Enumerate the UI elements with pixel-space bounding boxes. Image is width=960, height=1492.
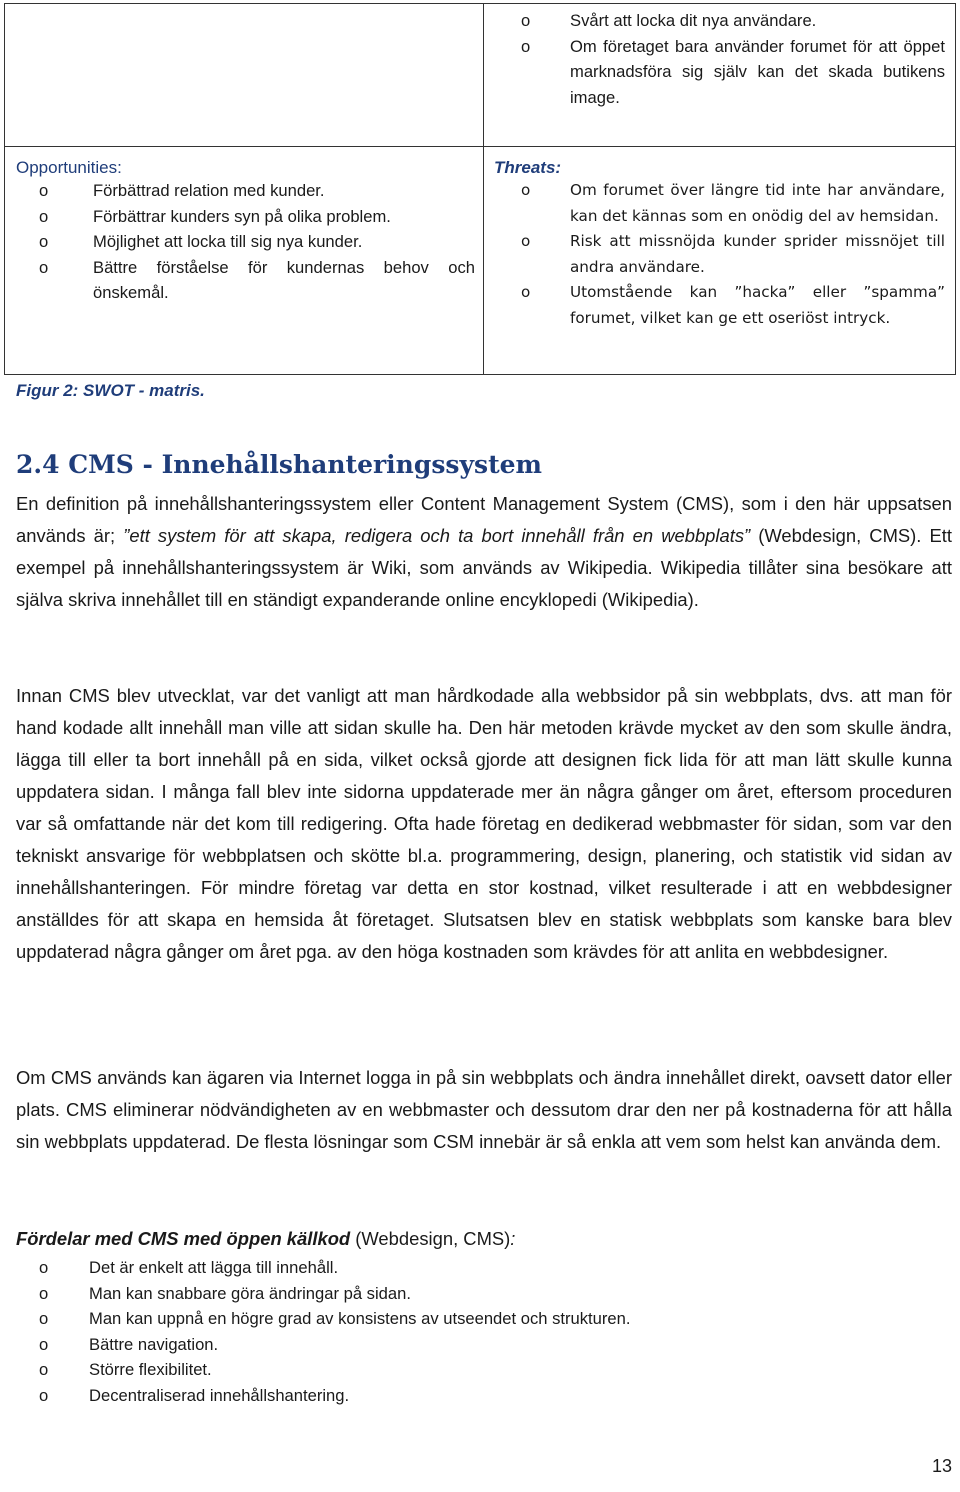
list-item: o Risk att missnöjda kunder sprider missnöjet till andra användare.	[494, 229, 945, 280]
list-item: o Man kan uppnå en högre grad av konsistens av utseendet och strukturen.	[16, 1306, 946, 1332]
list-bullet: o	[39, 1283, 49, 1303]
opportunities-title: Opportunities:	[16, 158, 122, 177]
list-item: o Bättre navigation.	[16, 1332, 946, 1358]
swot-threats-cell	[484, 147, 955, 331]
swot-table	[4, 3, 956, 375]
list-item: o Svårt att locka dit nya användare.	[494, 8, 945, 34]
opportunities-list	[16, 178, 475, 306]
list-bullet: o	[39, 1309, 49, 1328]
paragraph-definition: En definition på innehållshanteringssystem eller Content Management System (CMS), som i den här uppsatsen används är; ”ett system för att skapa, redigera och ta bort innehåll från en webbplats” (Webdesign, CMS). Ett exempel på innehållshanteringssystem är Wiki, som används av Wikipedia. Wikipedia tillåter sina besökare att själva skriva innehållet till en ständigt expanderande online encyklopedi (Wikipedia).	[16, 493, 952, 610]
list-bullet: o	[521, 283, 531, 301]
list-bullet: o	[39, 232, 49, 251]
advantages-heading: Fördelar med CMS med öppen källkod (Webdesign, CMS):	[16, 1228, 516, 1249]
threats-title: Threats:	[494, 158, 562, 177]
page-number: 13	[931, 1456, 952, 1476]
section-heading: 2.4 CMS - Innehållshanteringssystem	[16, 450, 542, 479]
paragraph-usage: Om CMS används kan ägaren via Internet logga in på sin webbplats och ändra innehållet direkt, oavsett dator eller plats. CMS eliminerar nödvändigheten av en webbmaster och dessutom drar den ner på kostnaderna för att hålla sin webbplats uppdaterad. De flesta lösningar som CSM innebär är så enkla att vem som helst kan använda dem.	[16, 1067, 952, 1152]
list-bullet: o	[521, 36, 531, 56]
list-item: o Bättre förståelse för kundernas behov och önskemål.	[16, 255, 475, 306]
list-bullet: o	[521, 11, 531, 30]
list-item: o Om företaget bara använder forumet för att öppet marknadsföra sig själv kan det skada butikens image.	[494, 34, 945, 111]
list-bullet: o	[39, 257, 49, 277]
list-item: o Större flexibilitet.	[16, 1357, 946, 1383]
list-bullet: o	[39, 206, 49, 226]
advantages-list	[16, 1255, 946, 1408]
threats-list	[494, 178, 945, 331]
list-bullet: o	[39, 1334, 49, 1354]
list-bullet: o	[39, 1385, 49, 1405]
list-bullet: o	[39, 1360, 49, 1379]
list-item: o Det är enkelt att lägga till innehåll.	[16, 1255, 946, 1281]
list-item: o Förbättrar kunders syn på olika problem.	[16, 204, 475, 230]
list-bullet: o	[39, 181, 49, 200]
list-bullet: o	[521, 181, 531, 199]
list-item: o Utomstående kan ”hacka” eller ”spamma” forumet, vilket kan ge ett oseriöst intryck.	[494, 280, 945, 331]
list-bullet: o	[39, 1258, 49, 1277]
list-item: o Decentraliserad innehållshantering.	[16, 1383, 946, 1409]
weaknesses-list	[494, 8, 945, 110]
list-bullet: o	[521, 232, 531, 250]
list-item: o Man kan snabbare göra ändringar på sidan.	[16, 1281, 946, 1307]
list-item: o Möjlighet att locka till sig nya kunder.	[16, 229, 475, 255]
paragraph-history: Innan CMS blev utvecklat, var det vanligt att man hårdkodade alla webbsidor på sin webbplats, dvs. att man för hand kodade allt innehåll man ville att sidan skulle ha. Den här metoden krävde mycket av den som skulle ändra, lägga till eller ta bort innehåll på en sida, vilket också gjorde att designen fick lida för att man lätt skulle kunna uppdatera sidan. I många fall blev inte sidorna uppdaterade mer än några gånger om året, eftersom proceduren var så omfattande när det kom till redigering. Ofta hade företag en dedikerad webbmaster för sidan, som var den tekniskt ansvarige för webbplatsen och skötte bl.a. programmering, design, planering, och statistik vid sidan av innehållshanteringen. För mindre företag var detta en stor kostnad, vilket resulterade i att en webbdesigner anställdes för att skapa en hemsida åt företaget. Slutsatsen blev en statisk webbplats som kanske bara blev uppdaterad några gånger om året pga. av den höga kostnaden som krävdes för att anlita en webbdesigner.	[16, 685, 952, 962]
list-item: o Förbättrad relation med kunder.	[16, 178, 475, 204]
definition-quote: ”ett system för att skapa, redigera och ta bort innehåll från en webbplats”	[123, 525, 751, 546]
swot-opportunities-cell	[5, 147, 483, 306]
figure-caption: Figur 2: SWOT - matris.	[16, 381, 205, 400]
swot-weaknesses-continued-cell	[484, 4, 955, 110]
list-item: o Om forumet över längre tid inte har användare, kan det kännas som en onödig del av hemsidan.	[494, 178, 945, 229]
